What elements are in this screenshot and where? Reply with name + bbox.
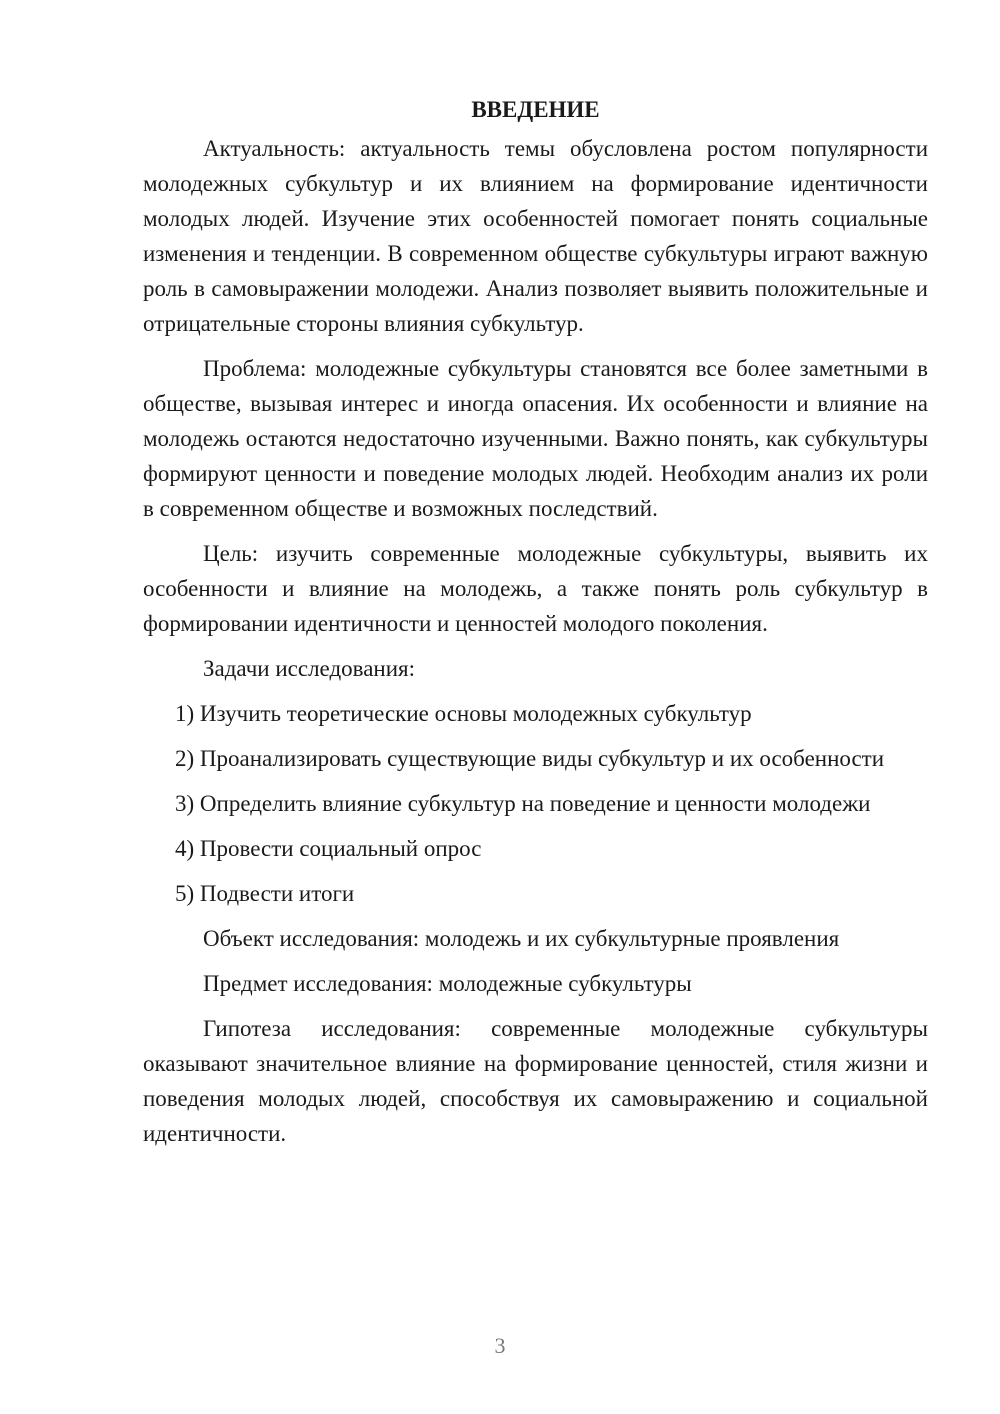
problem-paragraph: Проблема: молодежные субкультуры становятся все более заметными в обществе, вызывая интерес и иногда опасения. Их особенности и влияние на молодежь остаются недостаточно изученными. Важно понять, как субкультуры формируют ценности и поведение молодых людей. Необходим анализ их роли в современном обществе и возможных последствий.	[143, 356, 928, 521]
relevance-paragraph: Актуальность: актуальность темы обусловлена ростом популярности молодежных субкультур и их влиянием на формирование идентичности молодых людей. Изучение этих особенностей помогает понять социальные изменения и тенденции. В современном обществе субкультуры играют важную роль в самовыражении молодежи. Анализ позволяет выявить положительные и отрицательные стороны влияния субкультур.	[143, 136, 928, 336]
task-item-2: 2) Проанализировать существующие виды субкультур и их особенности	[175, 746, 885, 771]
document-page	[143, 92, 928, 1161]
hypothesis-paragraph: Гипотеза исследования: современные молодежные субкультуры оказывают значительное влияние на формирование ценностей, стиля жизни и поведения молодых людей, способствуя их самовыражению и социальной идентичности.	[143, 1016, 928, 1146]
task-item-1: 1) Изучить теоретические основы молодежных субкультур	[175, 701, 752, 726]
task-item-5: 5) Подвести итоги	[175, 881, 355, 906]
tasks-heading: Задачи исследования:	[203, 656, 416, 681]
task-item-3: 3) Определить влияние субкультур на поведение и ценности молодежи	[175, 791, 871, 816]
task-item-4: 4) Провести социальный опрос	[175, 836, 482, 861]
page-number: 3	[494, 1333, 506, 1358]
research-object: Объект исследования: молодежь и их субкультурные проявления	[203, 926, 840, 951]
research-subject: Предмет исследования: молодежные субкультуры	[203, 971, 692, 996]
goal-paragraph: Цель: изучить современные молодежные субкультуры, выявить их особенности и влияние на молодежь, а также понять роль субкультур в формировании идентичности и ценностей молодого поколения.	[143, 541, 928, 636]
page-title: ВВЕДЕНИЕ	[471, 97, 600, 122]
tasks-list	[143, 696, 928, 911]
